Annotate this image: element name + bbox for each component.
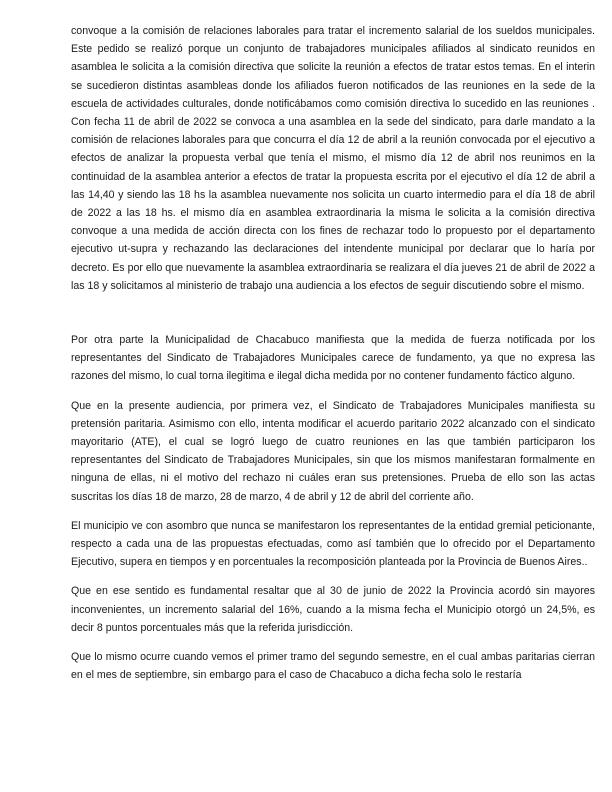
paragraph-assembly-history: convoque a la comisión de relaciones laborales para tratar el incremento salarial de los sueldos municipales. Este pedido se realizó porque un conjunto de trabajadores municipales afiliados al sindicato reunidos en asamblea le solicita a la comisión directiva que solicite la reunión a efectos de tratar estos temas. En el interin se sucedieron distintas asambleas donde los afiliados fueron notificados de las reuniones en la sede de la escuela de actividades culturales, donde notificábamos como comisión directiva lo sucedido en las reuniones . Con fecha 11 de abril de 2022 se convoca a una asamblea en la sede del sindicato, para darle mandato a la comisión de relaciones laborales para que concurra el día 12 de abril a la reunión convocada por el ejecutivo a efectos de analizar la propuesta verbal que tenía el mismo, el mismo día 12 de abril nos reunimos en la continuidad de la asamblea anterior a efectos de tratar la propuesta escrita por el ejecutivo el día 12 de abril a las 14,40 y siendo las 18 hs la asamblea nuevamente nos solicita un cuarto intermedio para el día 18 de abril de 2022 a las 18 hs. el mismo día en asamblea extraordinaria la misma le solicita a la comisión directiva convoque a una medida de acción directa con los fines de rechazar todo lo propuesto por el departamento ejecutivo ut-supra y rechazando las declaraciones del intendente municipal por declarar que lo haría por decreto. Es por ello que nuevamente la asamblea extraordinaria se realizara el día jueves 21 de abril de 2022 a las 18 y solicitamos al ministerio de trabajo una audiencia a los efectos de seguir discutiendo sobre el mismo. <box>71 25 595 292</box>
document-page <box>71 22 595 685</box>
paragraph-paritaria-claim: Que en la presente audiencia, por primera vez, el Sindicato de Trabajadores Municipales manifiesta su pretensión paritaria. Asimismo con ello, intenta modificar el acuerdo paritario 2022 alcanzado con el sindicato mayoritario (ATE), el cual se logró luego de cuatro reuniones en las que también participaron los representantes del Sindicato de Trabajadores Municipales, sin que los mismos manifestaran formalmente en ninguna de ellas, ni el motivo del rechazo ni cuáles eran sus pretensiones. Prueba de ello son las actas suscritas los días 18 de marzo, 28 de marzo, 4 de abril y 12 de abril del corriente año. <box>71 399 595 503</box>
paragraph-salary-comparison: Que en ese sentido es fundamental resaltar que al 30 de junio de 2022 la Provincia acordó sin mayores inconvenientes, un incremento salarial del 16%, cuando a la misma fecha el Municipio otorgó un 24,5%, es decir 8 puntos porcentuales más que la referida jurisdicción. <box>71 585 595 634</box>
paragraph-second-semester: Que lo mismo ocurre cuando vemos el primer tramo del segundo semestre, en el cual ambas paritarias cierran en el mes de septiembre, sin embargo para el caso de Chacabuco a dicha fecha solo le restaría <box>71 651 595 682</box>
paragraph-municipality-position: Por otra parte la Municipalidad de Chacabuco manifiesta que la medida de fuerza notificada por los representantes del Sindicato de Trabajadores Municipales carece de fundamento, ya que no expresa las razones del mismo, lo cual torna ilegitima e ilegal dicha medida por no contener fundamento fáctico alguno. <box>71 334 595 383</box>
paragraph-municipality-surprise: El municipio ve con asombro que nunca se manifestaron los representantes de la entidad gremial peticionante, respecto a cada una de las propuestas efectuadas, como así también que lo ofrecido por el Departamento Ejecutivo, supera en tiempos y en porcentuales la recomposición planteada por la Provincia de Buenos Aires.. <box>71 519 595 569</box>
